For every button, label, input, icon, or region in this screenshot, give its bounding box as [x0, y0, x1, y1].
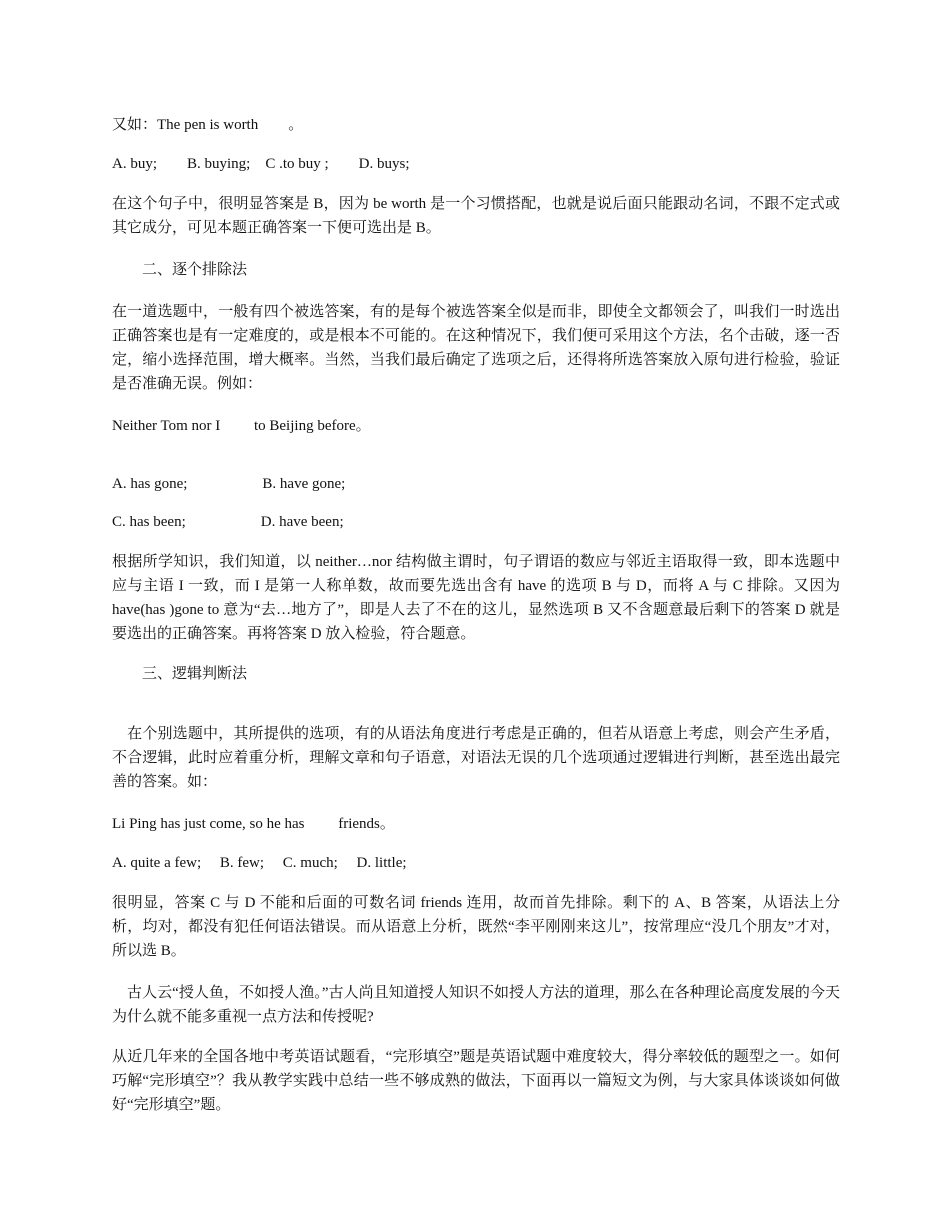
explanation-friends: 很明显，答案 C 与 D 不能和后面的可数名词 friends 连用，故而首先排除。剩下的 A、B 答案，从语法上分析，均对，都没有犯任何语法错误。而从语意上分析，既然“李平刚刚来这儿”，按常理应“没几个朋友”才对，所以选 B。: [112, 895, 840, 959]
paragraph-elimination-method: 在一道选题中，一般有四个被选答案，有的是每个被选答案全似是而非，即使全文都领会了，叫我们一时选出正确答案也是有一定难度的，或是根本不可能的。在这种情况下，我们便可采用这个方法，名个击破，逐一否定，缩小选择范围，增大概率。当然，当我们最后确定了选项之后，还得将所选答案放入原句进行检验，验证是否准确无误。例如：: [112, 304, 840, 392]
options-worth: A. buy; B. buying; C .to buy ; D. buys;: [112, 156, 410, 172]
section-heading-logic: 三、逻辑判断法: [112, 666, 248, 682]
options-neither-cd: C. has been; D. have been;: [112, 514, 344, 530]
example-sentence-worth: 又如：The pen is worth 。: [112, 117, 304, 133]
explanation-worth: 在这个句子中，很明显答案是 B，因为 be worth 是一个习惯搭配，也就是说后面只能跟动名词，不跟不定式或其它成分，可见本题正确答案一下便可选出是 B。: [112, 196, 840, 236]
options-friends: A. quite a few; B. few; C. much; D. little;: [112, 855, 407, 871]
paragraph-proverb: 古人云“授人鱼，不如授人渔。”古人尚且知道授人知识不如授人方法的道理，那么在各种理论高度发展的今天为什么就不能多重视一点方法和传授呢?: [112, 985, 840, 1025]
paragraph-cloze-intro: 从近几年来的全国各地中考英语试题看，“完形填空”题是英语试题中难度较大，得分率较低的题型之一。如何巧解“完形填空”？我从教学实践中总结一些不够成熟的做法，下面再以一篇短文为例，与大家具体谈谈如何做好“完形填空”题。: [112, 1049, 840, 1113]
paragraph-logic-method: 在个别选题中，其所提供的选项，有的从语法角度进行考虑是正确的，但若从语意上考虑，则会产生矛盾，不合逻辑，此时应着重分析，理解文章和句子语意，对语法无误的几个选项通过逻辑进行判断，甚至选出最完善的答案。如：: [112, 726, 840, 790]
options-neither-ab: A. has gone; B. have gone;: [112, 476, 346, 492]
section-heading-elimination: 二、逐个排除法: [112, 262, 248, 278]
explanation-neither: 根据所学知识，我们知道，以 neither…nor 结构做主谓时，句子谓语的数应与邻近主语取得一致，即本选题中应与主语 I 一致，而 I 是第一人称单数，故而要先选出含有 have 的选项 B 与 D，而将 A 与 C 排除。又因为 have(has )gone to 意为“去…地方了”，即是人去了不在的这儿，显然选项 B 又不含题意最后剩下的答案 D 就是要选出的正确答案。再将答案 D 放入检验，符合题意。: [112, 554, 840, 642]
example-sentence-neither: Neither Tom nor I to Beijing before。: [112, 418, 371, 434]
example-sentence-friends: Li Ping has just come, so he has friends。: [112, 816, 395, 832]
